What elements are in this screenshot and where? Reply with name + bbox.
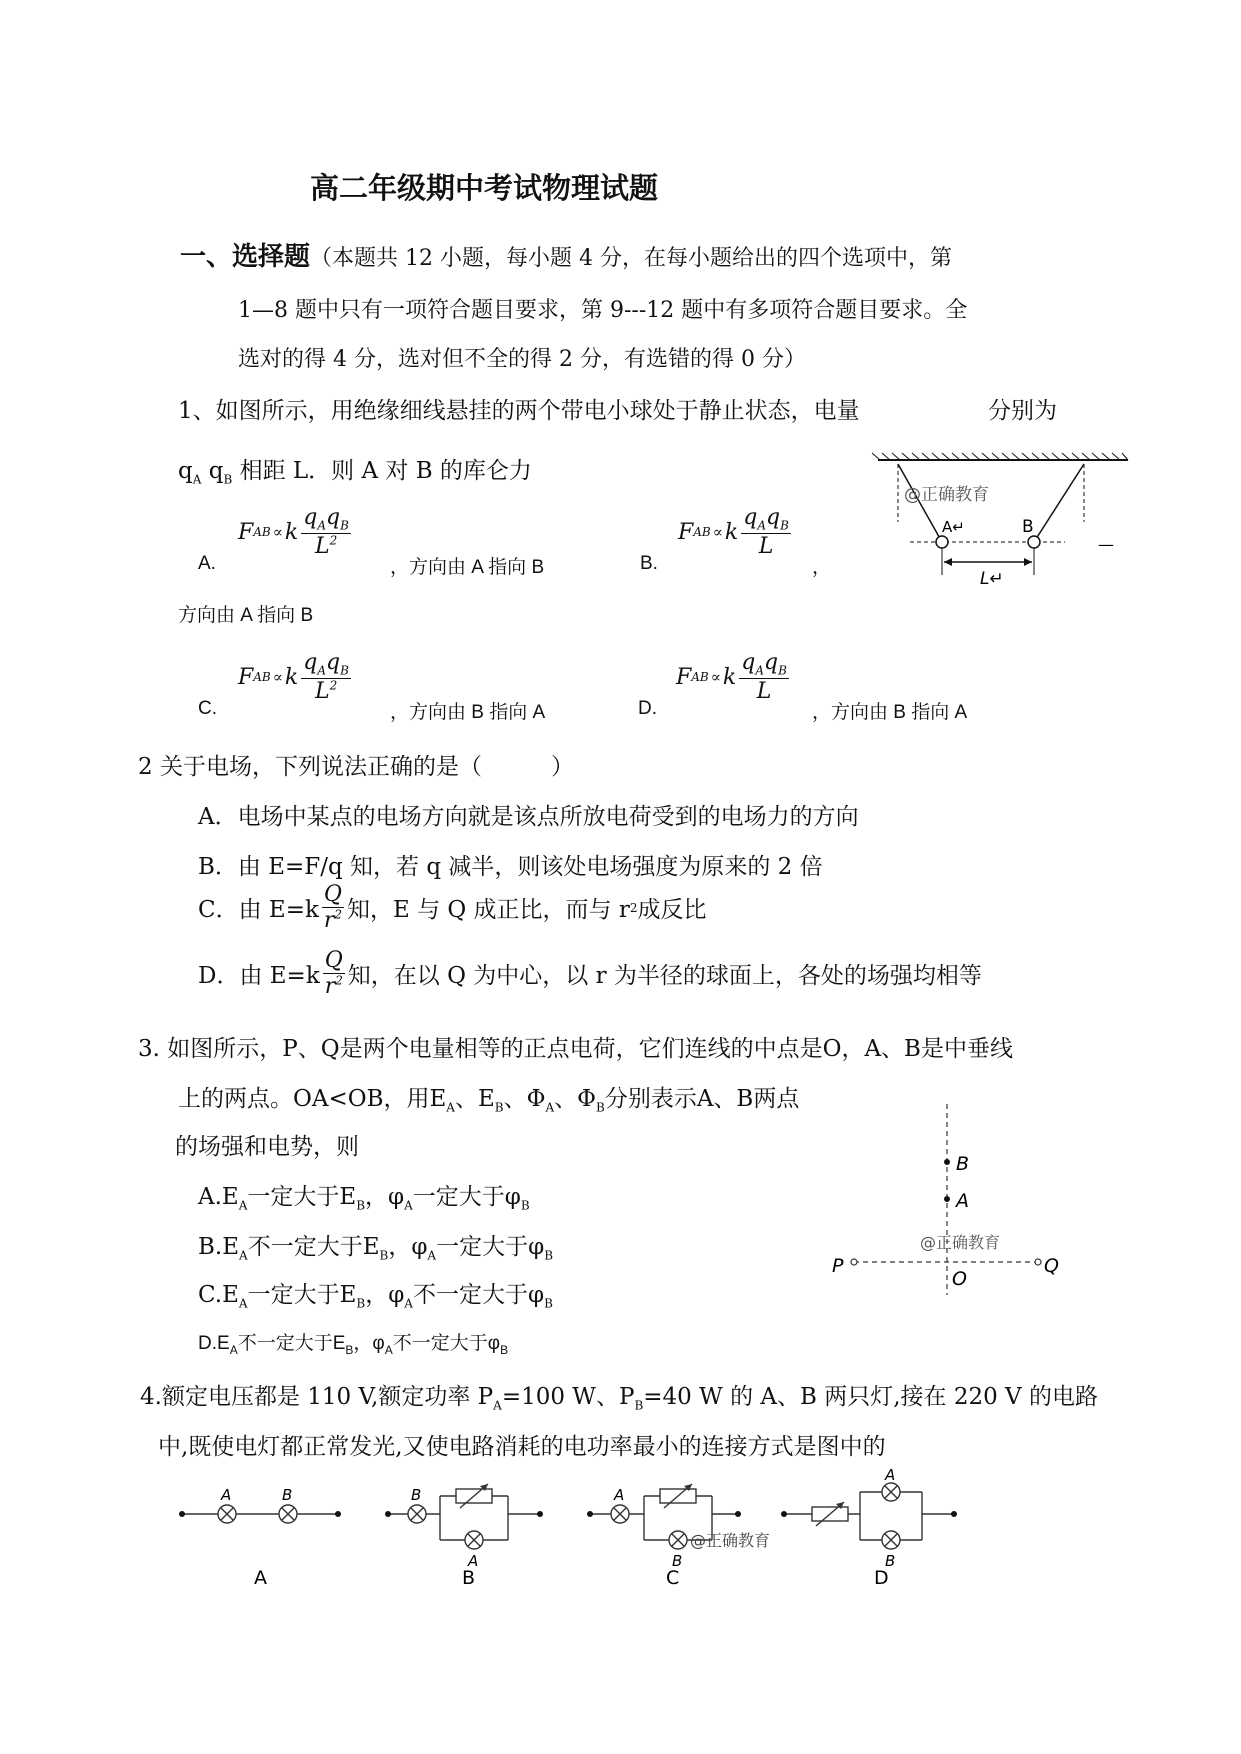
- circuit-a: [179, 1486, 341, 1588]
- section-note-line1: （本题共 12 小题，每小题 4 分，在每小题给出的四个选项中，第: [310, 246, 952, 271]
- svg-text:A: A: [885, 1468, 896, 1484]
- q2-option-d: D．由 E=k $\frac{Q}{r^2}$ 知，在以 Q 为中心，以 r 为半径的球面上，各处的场强均相等: [198, 948, 982, 1000]
- svg-text:B: B: [885, 1552, 896, 1570]
- q4-circuits-figure: [170, 1468, 980, 1588]
- svg-text:A: A: [221, 1486, 232, 1504]
- q4-line2: 中,既使电灯都正常发光,又使电路消耗的电功率最小的连接方式是图中的: [158, 1434, 886, 1460]
- q1-fig-label-a: A↵: [942, 518, 965, 536]
- svg-text:B: B: [411, 1486, 422, 1504]
- q3-line3: 的场强和电势，则: [175, 1134, 359, 1160]
- q1-option-d-formula: F AB ∝ k $\frac{q_Aq_B}{L}$: [676, 650, 787, 705]
- q3-option-a: $A.E_A$一定大于$E_B$，$\varphi_A$一定大于$\varphi_B$: [198, 1184, 530, 1213]
- circuit-c: [587, 1484, 770, 1588]
- q3-fig-label-b: B: [956, 1153, 970, 1175]
- section-note-line2: 1—8 题中只有一项符合题目要求，第 9---12 题中有多项符合题目要求。全: [238, 298, 968, 323]
- q1-line1-tail: 分别为: [988, 398, 1057, 424]
- q1-line2: $q_A$ $q_B$ 相距 L．则 A 对 B 的库仑力: [178, 458, 532, 487]
- q3-figure: [820, 1100, 1080, 1300]
- circuit-b: [385, 1484, 543, 1588]
- q1-line1: 1、如图所示，用绝缘细线悬挂的两个带电小球处于静止状态，电量: [178, 398, 860, 424]
- svg-text:B: B: [462, 1567, 476, 1588]
- q3-option-b: $B.E_A$不一定大于$E_B$，$\varphi_A$一定大于$\varphi_B$: [198, 1234, 554, 1263]
- q2-option-a: A．电场中某点的电场方向就是该点所放电荷受到的电场力的方向: [198, 804, 859, 830]
- q3-fig-label-a: A: [956, 1190, 969, 1212]
- section-label: 一、选择题: [180, 242, 311, 272]
- q3-fig-label-p: P: [832, 1255, 844, 1277]
- watermark: @正确教育: [690, 1531, 771, 1550]
- svg-text:A: A: [614, 1486, 625, 1504]
- q1-fig-label-b: B: [1022, 517, 1034, 537]
- watermark: @正确教育: [904, 485, 989, 505]
- svg-text:D: D: [874, 1567, 889, 1588]
- q1-option-a-text: ，方向由 A 指向 B: [390, 557, 545, 578]
- q1-option-a-label: A.: [198, 553, 216, 574]
- q3-fig-label-o: O: [952, 1268, 967, 1290]
- q3-option-c: $C.E_A$一定大于$E_B$，$\varphi_A$不一定大于$\varphi_B$: [198, 1282, 553, 1311]
- watermark: @正确教育: [920, 1233, 1001, 1252]
- q1-fig-label-l: L↵: [980, 569, 1004, 589]
- svg-text:C: C: [666, 1567, 680, 1588]
- q2-stem: 2 关于电场，下列说法正确的是（ ）: [138, 754, 574, 780]
- q3-line2: 上的两点。OA<OB，用$E_A$、$E_B$、$\Phi_A$、$\Phi_B$分别表示A、B两点: [178, 1086, 800, 1115]
- q3-option-d: $D.E_A$不一定大于$E_B$，$\varphi_A$不一定大于$\varphi_B$: [198, 1333, 509, 1357]
- q1-option-d-text: ，方向由 B 指向 A: [812, 702, 968, 723]
- q3-line1: 3. 如图所示，P、Q是两个电量相等的正点电荷，它们连线的中点是O，A、B是中垂线: [138, 1036, 1013, 1062]
- q1-option-b-continued: 方向由 A 指向 B: [178, 605, 314, 626]
- svg-text:B: B: [282, 1486, 293, 1504]
- q2-option-b: B．由 E=F/q 知，若 q 减半，则该处电场强度为原来的 2 倍: [198, 854, 823, 880]
- svg-text:A: A: [468, 1552, 479, 1570]
- q2-option-c: C．由 E=k $\frac{Q}{r^2}$ 知，E 与 Q 成正比，而与 r 2 成反比: [198, 882, 707, 934]
- q1-option-a-formula: F AB ∝ k $\frac{q_Aq_B}{L^2}$: [238, 505, 349, 560]
- q1-option-d-label: D.: [638, 698, 657, 719]
- q1-option-c-formula: F AB ∝ k $\frac{q_Aq_B}{L^2}$: [238, 650, 349, 705]
- section-note-line3: 选对的得 4 分，选对但不全的得 2 分，有选错的得 0 分）: [238, 347, 806, 372]
- q1-option-b-formula: F AB ∝ k $\frac{q_Aq_B}{L}$: [678, 505, 789, 560]
- svg-text:A: A: [254, 1567, 267, 1588]
- q1-option-b-label: B.: [640, 553, 658, 574]
- q1-option-c-label: C.: [198, 698, 217, 719]
- section-header: [180, 236, 952, 273]
- q1-fig-dash: —: [1098, 535, 1114, 554]
- circuit-d: [781, 1468, 957, 1588]
- q3-fig-label-q: Q: [1044, 1255, 1059, 1277]
- q1-option-b-text: ，: [812, 557, 832, 578]
- q1-figure: [870, 450, 1140, 590]
- q1-option-c-text: ，方向由 B 指向 A: [390, 702, 546, 723]
- svg-text:B: B: [672, 1552, 683, 1570]
- page-title: 高二年级期中考试物理试题: [310, 171, 659, 205]
- q4-line1: 4.额定电压都是 110 V,额定功率 $P_A=100$ W、$P_B=40$ W 的 A、B 两只灯,接在 220 V 的电路: [140, 1384, 1098, 1413]
